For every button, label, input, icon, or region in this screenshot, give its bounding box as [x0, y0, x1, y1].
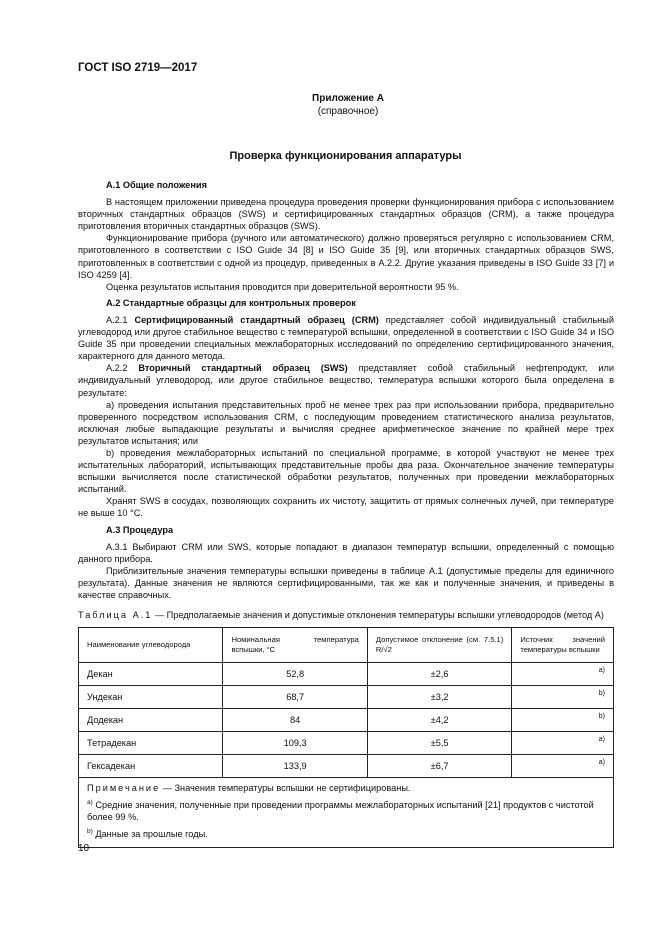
table-header-row	[79, 628, 614, 663]
cell-name: Декан	[79, 663, 223, 686]
table-notes-row	[79, 778, 614, 848]
table-note	[87, 782, 605, 794]
list-item-a: а) проведения испытания представительных проб не менее трех раз при использовании прибора, предварительно проверенного посредством использования CRM, с последующим проведением статистического анализа результатов, исключая любые выпадающие результаты и вычисляя среднее арифметическое значение по крайней мере трех результатов испытания; или	[78, 399, 614, 446]
section-a2-heading: А.2 Стандартные образцы для контрольных проверок	[106, 297, 356, 308]
table-row	[79, 709, 614, 732]
paragraph-text: представляет собой индивидуальный стабильный углеводород или другое стабильное вещество с температурой вспышки, определенной в соответствии с ISO Guide 34 и ISO Guide 35 при проведении специальных межлабораторных исследований по определению сертифицированного значения, характерного для данного метода.	[78, 314, 614, 362]
cell-deviation: ±2,6	[367, 663, 511, 686]
table-row	[79, 755, 614, 778]
cell-temp: 133,9	[223, 755, 367, 778]
paragraph: А.3.1 Выбирают CRM или SWS, которые попадают в диапазон температур вспышки, определенный с помощью данного прибора.	[78, 541, 614, 564]
page-number: 10	[78, 843, 90, 854]
main-title: Проверка функционирования аппаратуры	[229, 150, 462, 162]
clause-number: А.2.2	[106, 363, 128, 374]
table-row	[79, 686, 614, 709]
footnote-a	[87, 797, 605, 823]
column-header: Источник значений температуры вспышки	[512, 628, 614, 663]
table-row	[79, 663, 614, 686]
table-caption-text: — Предполагаемые значения и допустимые отклонения температуры вспышки углеводородов (метод А)	[152, 610, 604, 621]
cell-name: Тетрадекан	[79, 732, 223, 755]
document-header: ГОСТ ISO 2719—2017	[78, 62, 198, 74]
cell-temp: 84	[223, 709, 367, 732]
paragraph: Хранят SWS в сосудах, позволяющих сохранить их чистоту, защитить от прямых солнечных лучей, при температуре не выше 10 °С.	[78, 496, 614, 519]
table-caption-label: Таблица А.1	[78, 610, 153, 621]
cell-source: a)	[512, 663, 614, 686]
footnote-text: Средние значения, полученные при проведении программы межлабораторных испытаний [21] продуктов с чистотой более 99 %.	[87, 800, 594, 823]
cell-deviation: ±4,2	[367, 709, 511, 732]
column-header: Номинальная температура вспышки, °С	[223, 628, 367, 663]
clause-number: А.2.1	[106, 314, 128, 325]
paragraph-text: представляет собой стабильный нефтепродукт, или индивидуальный углеводород, или другое стабильное вещество, температура вспышки которого была определена в результате:	[78, 363, 614, 398]
term-sws: Вторичный стандартный образец (SWS)	[138, 363, 348, 374]
cell-deviation: ±6,7	[367, 755, 511, 778]
footnote-mark: a)	[87, 799, 93, 807]
annex-title: Приложение А	[312, 93, 384, 104]
list-item-b: b) проведения межлабораторных испытаний по специальной программе, в которой участвуют не менее трех испытательных лабораторий, испытывающих представительные пробы два раза. Окончательное значение температуры вспышки вычисляется после статистической обработки результатов, полученных при проведении межлабораторных испытаний.	[78, 447, 614, 495]
table-caption	[78, 609, 614, 621]
paragraph: Приблизительные значения температуры вспышки приведены в таблице А.1 (допустимые пределы для единичного результата). Данные значения не являются сертифицированными, так же как и полученные значения, и приведены в качестве справочных.	[78, 565, 614, 600]
section-a3-heading: А.3 Процедура	[106, 524, 174, 535]
column-header: Допустимое отклонение (см. 7.5.1) R/√2	[367, 628, 511, 663]
cell-deviation: ±3,2	[367, 686, 511, 709]
annex-subtitle: (справочное)	[317, 106, 379, 117]
section-a1-heading: А.1 Общие положения	[106, 180, 207, 190]
cell-temp: 52,8	[223, 663, 367, 686]
table-row	[79, 732, 614, 755]
cell-temp: 109,3	[223, 732, 367, 755]
annex-heading	[0, 92, 661, 118]
paragraph: В настоящем приложении приведена процедура проведения проверки функционирования прибора с использованием вторичных стандартных образцов (SWS) и сертифицированных стандартных образцов (CRM), а также процедура приготовления вторичных стандартных образцов (SWS).	[78, 197, 614, 232]
paragraph: Функционирование прибора (ручного или автоматического) должно проверяться регулярно с использованием CRM, приготовленного в соответствии с ISO Guide 34 [8] и ISO Guide 35 [9], или вторичных стандартных образцов SWS, приготовленных в соответствии с одной из процедур, приведенных в А.2.2. Другие указания приведены в ISO Guide 33 [7] и ISO 4259 [4].	[78, 233, 614, 280]
footnote-text: Данные за прошлые годы.	[92, 829, 208, 840]
cell-source: a)	[512, 732, 614, 755]
paragraph-a21	[78, 314, 614, 362]
footnote-mark: b)	[87, 828, 93, 836]
paragraph-a22	[78, 362, 614, 398]
footnote-b	[87, 826, 605, 840]
cell-temp: 68,7	[223, 686, 367, 709]
cell-name: Ундекан	[79, 686, 223, 709]
column-header: Наименование углеводорода	[79, 628, 223, 663]
cell-source: b)	[512, 709, 614, 732]
table-notes	[79, 778, 614, 848]
paragraph: Оценка результатов испытания проводится при доверительной вероятности 95 %.	[106, 281, 459, 292]
cell-deviation: ±5,5	[367, 732, 511, 755]
cell-source: a)	[512, 755, 614, 778]
flash-point-table	[78, 627, 614, 848]
term-crm: Сертифицированный стандартный образец (CRM)	[134, 314, 379, 325]
document-body	[78, 175, 614, 848]
cell-name: Додекан	[79, 709, 223, 732]
cell-source: b)	[512, 686, 614, 709]
note-text: — Значения температуры вспышки не сертифицированы.	[160, 783, 411, 794]
cell-name: Гексадекан	[79, 755, 223, 778]
note-label: Примечание	[87, 783, 161, 794]
